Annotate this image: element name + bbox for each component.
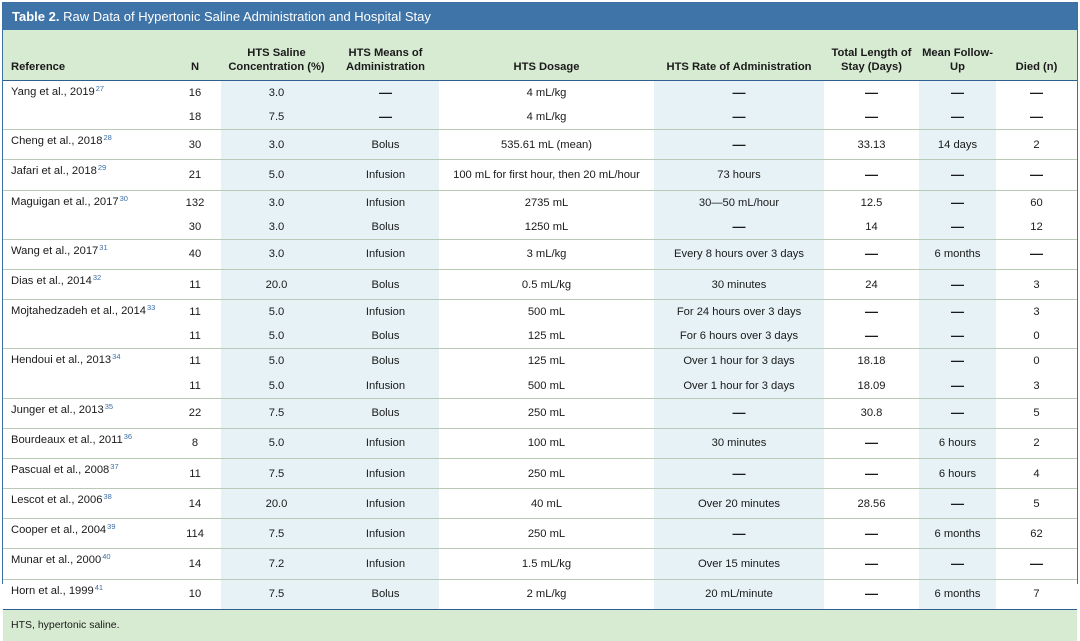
col-header-n: N: [169, 30, 221, 81]
cell-n: 132: [169, 190, 221, 215]
cell-conc: 7.5: [221, 105, 332, 130]
table-footnote: HTS, hypertonic saline.: [3, 609, 1077, 641]
cell-conc: 7.5: [221, 579, 332, 609]
cell-rate: Over 15 minutes: [654, 549, 824, 579]
citation-link[interactable]: 31: [99, 242, 108, 252]
cell-died: —: [996, 549, 1077, 579]
citation-link[interactable]: 30: [119, 193, 128, 203]
cell-dose: 500 mL: [439, 300, 654, 325]
cell-stay: 14: [824, 215, 919, 240]
cell-fu: 6 hours: [919, 458, 996, 488]
cell-n: 11: [169, 458, 221, 488]
data-table: [3, 30, 1077, 609]
cell-admin: Bolus: [332, 215, 439, 240]
col-header-means: HTS Means of Administration: [332, 30, 439, 81]
cell-n: 11: [169, 300, 221, 325]
cell-fu: —: [919, 190, 996, 215]
cell-died: 5: [996, 398, 1077, 428]
table-number: Table 2.: [12, 9, 60, 24]
cell-dose: 100 mL: [439, 428, 654, 458]
table-row: [3, 458, 1077, 488]
table-row: [3, 300, 1077, 325]
cell-died: 7: [996, 579, 1077, 609]
cell-conc: 3.0: [221, 130, 332, 160]
cell-died: 5: [996, 489, 1077, 519]
table-row: [3, 519, 1077, 549]
citation-link[interactable]: 34: [112, 352, 121, 362]
citation-link[interactable]: 28: [103, 133, 112, 143]
cell-dose: 125 mL: [439, 349, 654, 374]
cell-n: 30: [169, 215, 221, 240]
citation-link[interactable]: 41: [94, 582, 104, 592]
cell-admin: Bolus: [332, 130, 439, 160]
cell-reference: [3, 398, 169, 428]
cell-fu: —: [919, 324, 996, 349]
cell-died: —: [996, 239, 1077, 269]
cell-reference: [3, 489, 169, 519]
cell-stay: —: [824, 300, 919, 325]
table-row: [3, 428, 1077, 458]
cell-died: —: [996, 160, 1077, 190]
cell-reference: [3, 428, 169, 458]
reference-text: Wang et al., 2017: [11, 244, 99, 257]
reference-text: Jafari et al., 2018: [11, 165, 97, 178]
cell-stay: —: [824, 458, 919, 488]
cell-n: 21: [169, 160, 221, 190]
cell-fu: —: [919, 349, 996, 374]
cell-died: 0: [996, 349, 1077, 374]
reference-text: Cheng et al., 2018: [11, 135, 103, 148]
cell-rate: —: [654, 81, 824, 106]
col-header-died: Died (n): [996, 30, 1077, 81]
table-row: [3, 579, 1077, 609]
cell-rate: Over 1 hour for 3 days: [654, 374, 824, 399]
cell-dose: 40 mL: [439, 489, 654, 519]
reference-text: Munar et al., 2000: [11, 554, 102, 567]
cell-reference: [3, 130, 169, 160]
table-row: [3, 239, 1077, 269]
cell-rate: Over 1 hour for 3 days: [654, 349, 824, 374]
cell-stay: —: [824, 549, 919, 579]
cell-stay: —: [824, 428, 919, 458]
cell-died: 3: [996, 269, 1077, 299]
table-row: [3, 160, 1077, 190]
reference-text: Horn et al., 1999: [11, 584, 94, 597]
cell-reference: [3, 239, 169, 269]
cell-conc: 5.0: [221, 160, 332, 190]
cell-reference: [3, 458, 169, 488]
cell-n: 11: [169, 349, 221, 374]
citation-link[interactable]: 36: [123, 431, 133, 441]
cell-conc: 3.0: [221, 81, 332, 106]
cell-n: 11: [169, 374, 221, 399]
cell-admin: —: [332, 81, 439, 106]
cell-stay: —: [824, 105, 919, 130]
cell-n: 14: [169, 549, 221, 579]
cell-rate: —: [654, 398, 824, 428]
cell-died: 3: [996, 374, 1077, 399]
citation-link[interactable]: 37: [110, 461, 119, 471]
cell-rate: —: [654, 458, 824, 488]
cell-rate: Over 20 minutes: [654, 489, 824, 519]
table-row: [3, 489, 1077, 519]
cell-fu: —: [919, 105, 996, 130]
cell-died: —: [996, 81, 1077, 106]
cell-admin: Infusion: [332, 374, 439, 399]
col-header-reference: Reference: [3, 30, 169, 81]
reference-text: Hendoui et al., 2013: [11, 354, 112, 367]
cell-died: 4: [996, 458, 1077, 488]
cell-stay: —: [824, 160, 919, 190]
cell-fu: —: [919, 374, 996, 399]
cell-dose: 3 mL/kg: [439, 239, 654, 269]
col-header-dosage: HTS Dosage: [439, 30, 654, 81]
header-row: [3, 30, 1077, 81]
reference-text: Junger et al., 2013: [11, 403, 104, 416]
cell-conc: 7.5: [221, 458, 332, 488]
cell-rate: 30 minutes: [654, 428, 824, 458]
cell-conc: 7.2: [221, 549, 332, 579]
table-body: [3, 81, 1077, 609]
citation-link[interactable]: 38: [103, 492, 112, 502]
cell-dose: 2735 mL: [439, 190, 654, 215]
cell-stay: —: [824, 81, 919, 106]
cell-conc: 5.0: [221, 374, 332, 399]
col-header-stay: Total Length of Stay (Days): [824, 30, 919, 81]
cell-admin: Infusion: [332, 549, 439, 579]
cell-stay: 12.5: [824, 190, 919, 215]
cell-rate: For 6 hours over 3 days: [654, 324, 824, 349]
cell-fu: —: [919, 215, 996, 240]
cell-n: 8: [169, 428, 221, 458]
cell-fu: —: [919, 300, 996, 325]
cell-conc: 5.0: [221, 349, 332, 374]
cell-died: 12: [996, 215, 1077, 240]
cell-fu: —: [919, 269, 996, 299]
table-row: [3, 190, 1077, 215]
cell-fu: 6 months: [919, 579, 996, 609]
table-row: [3, 398, 1077, 428]
cell-fu: —: [919, 81, 996, 106]
cell-n: 10: [169, 579, 221, 609]
cell-rate: 73 hours: [654, 160, 824, 190]
reference-text: Dias et al., 2014: [11, 274, 92, 287]
cell-admin: Bolus: [332, 324, 439, 349]
cell-stay: 18.18: [824, 349, 919, 374]
cell-reference: [3, 81, 169, 130]
cell-fu: 14 days: [919, 130, 996, 160]
col-header-follow-up: Mean Follow-Up: [919, 30, 996, 81]
cell-dose: 250 mL: [439, 458, 654, 488]
cell-reference: [3, 349, 169, 398]
cell-rate: —: [654, 215, 824, 240]
cell-rate: 30 minutes: [654, 269, 824, 299]
cell-dose: 535.61 mL (mean): [439, 130, 654, 160]
cell-n: 22: [169, 398, 221, 428]
cell-conc: 7.5: [221, 398, 332, 428]
cell-dose: 500 mL: [439, 374, 654, 399]
cell-died: 2: [996, 130, 1077, 160]
cell-admin: Infusion: [332, 489, 439, 519]
cell-n: 16: [169, 81, 221, 106]
cell-conc: 20.0: [221, 489, 332, 519]
col-header-concentration: HTS Saline Concentration (%): [221, 30, 332, 81]
reference-text: Lescot et al., 2006: [11, 494, 103, 507]
cell-n: 114: [169, 519, 221, 549]
cell-stay: 30.8: [824, 398, 919, 428]
table-row: [3, 130, 1077, 160]
cell-stay: 24: [824, 269, 919, 299]
reference-text: Yang et al., 2019: [11, 86, 95, 98]
cell-rate: —: [654, 519, 824, 549]
reference-text: Cooper et al., 2004: [11, 524, 107, 537]
col-header-rate: HTS Rate of Administration: [654, 30, 824, 81]
cell-reference: [3, 549, 169, 579]
table-row: [3, 269, 1077, 299]
cell-stay: —: [824, 579, 919, 609]
cell-admin: Infusion: [332, 239, 439, 269]
cell-conc: 3.0: [221, 215, 332, 240]
cell-admin: Bolus: [332, 579, 439, 609]
cell-reference: [3, 300, 169, 349]
cell-n: 11: [169, 269, 221, 299]
cell-died: 0: [996, 324, 1077, 349]
cell-fu: —: [919, 160, 996, 190]
cell-died: 2: [996, 428, 1077, 458]
cell-died: 62: [996, 519, 1077, 549]
cell-admin: —: [332, 105, 439, 130]
cell-rate: —: [654, 105, 824, 130]
cell-stay: —: [824, 239, 919, 269]
table-row: [3, 349, 1077, 374]
cell-dose: 1250 mL: [439, 215, 654, 240]
cell-n: 14: [169, 489, 221, 519]
cell-rate: 20 mL/minute: [654, 579, 824, 609]
cell-dose: 4 mL/kg: [439, 81, 654, 106]
cell-reference: [3, 579, 169, 609]
cell-stay: 28.56: [824, 489, 919, 519]
reference-text: Mojtahedzadeh et al., 2014: [11, 305, 146, 318]
cell-admin: Bolus: [332, 398, 439, 428]
cell-stay: —: [824, 519, 919, 549]
cell-fu: 6 months: [919, 239, 996, 269]
table-row: [3, 549, 1077, 579]
cell-rate: 30—50 mL/hour: [654, 190, 824, 215]
cell-fu: —: [919, 489, 996, 519]
cell-reference: [3, 519, 169, 549]
cell-rate: —: [654, 130, 824, 160]
cell-died: —: [996, 105, 1077, 130]
cell-admin: Bolus: [332, 269, 439, 299]
cell-n: 40: [169, 239, 221, 269]
cell-fu: —: [919, 398, 996, 428]
cell-admin: Bolus: [332, 349, 439, 374]
cell-conc: 5.0: [221, 300, 332, 325]
citation-link[interactable]: 35: [104, 401, 114, 411]
cell-died: 3: [996, 300, 1077, 325]
table-row: [3, 81, 1077, 106]
citation-link[interactable]: 32: [92, 272, 102, 282]
cell-admin: Infusion: [332, 428, 439, 458]
cell-fu: 6 months: [919, 519, 996, 549]
cell-dose: 2 mL/kg: [439, 579, 654, 609]
cell-conc: 3.0: [221, 190, 332, 215]
reference-text: Maguigan et al., 2017: [11, 195, 119, 208]
cell-reference: [3, 160, 169, 190]
cell-dose: 1.5 mL/kg: [439, 549, 654, 579]
reference-text: Pascual et al., 2008: [11, 463, 110, 476]
citation-link[interactable]: 29: [97, 163, 107, 173]
cell-conc: 7.5: [221, 519, 332, 549]
cell-dose: 250 mL: [439, 398, 654, 428]
cell-stay: 18.09: [824, 374, 919, 399]
cell-conc: 5.0: [221, 324, 332, 349]
cell-conc: 5.0: [221, 428, 332, 458]
cell-admin: Infusion: [332, 300, 439, 325]
citation-link[interactable]: 39: [107, 522, 116, 532]
cell-rate: Every 8 hours over 3 days: [654, 239, 824, 269]
cell-dose: 250 mL: [439, 519, 654, 549]
cell-dose: 0.5 mL/kg: [439, 269, 654, 299]
cell-conc: 3.0: [221, 239, 332, 269]
table-title-bar: [3, 3, 1077, 30]
cell-rate: For 24 hours over 3 days: [654, 300, 824, 325]
table-frame: [2, 2, 1078, 631]
cell-fu: 6 hours: [919, 428, 996, 458]
cell-n: 30: [169, 130, 221, 160]
cell-dose: 125 mL: [439, 324, 654, 349]
table-title: Raw Data of Hypertonic Saline Administration and Hospital Stay: [63, 9, 431, 24]
cell-admin: Infusion: [332, 160, 439, 190]
cell-died: 60: [996, 190, 1077, 215]
cell-fu: —: [919, 549, 996, 579]
cell-dose: 100 mL for first hour, then 20 mL/hour: [439, 160, 654, 190]
cell-reference: [3, 269, 169, 299]
cell-reference: [3, 190, 169, 239]
citation-link[interactable]: 27: [95, 84, 105, 93]
cell-dose: 4 mL/kg: [439, 105, 654, 130]
cell-stay: 33.13: [824, 130, 919, 160]
cell-admin: Infusion: [332, 519, 439, 549]
cell-conc: 20.0: [221, 269, 332, 299]
citation-link[interactable]: 40: [102, 552, 111, 562]
cell-n: 18: [169, 105, 221, 130]
cell-admin: Infusion: [332, 458, 439, 488]
cell-stay: —: [824, 324, 919, 349]
cell-admin: Infusion: [332, 190, 439, 215]
citation-link[interactable]: 33: [146, 303, 156, 313]
cell-n: 11: [169, 324, 221, 349]
reference-text: Bourdeaux et al., 2011: [11, 433, 123, 446]
